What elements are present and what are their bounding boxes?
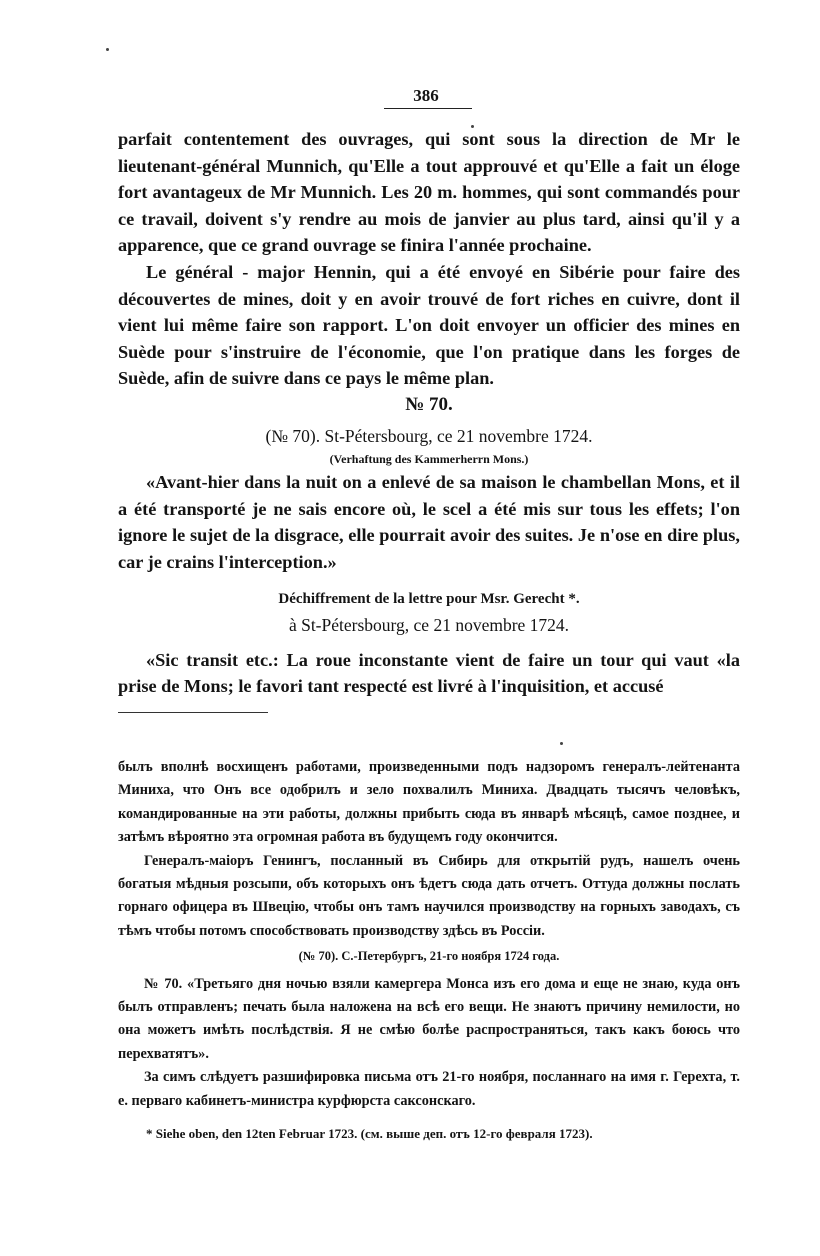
russian-translation-block — [118, 756, 740, 1113]
russian-paragraph: Генералъ-маіоръ Генингъ, посланный въ Сибирь для открытій рудъ, нашелъ очень богатыя мѣдныя розсыпи, объ которыхъ онъ ѣдетъ сюда дать отчетъ. Оттуда должны послать горнаго офицера въ Швецію, чтобы онъ тамъ научился производству на горныхъ заводахъ, съ тѣмъ чтобы потомъ способствовать производству здѣсь въ Россіи. — [118, 852, 740, 939]
subject-note: (Verhaftung des Kammerherrn Mons.) — [329, 452, 529, 467]
french-paragraph: parfait contentement des ouvrages, qui sont sous la direction de Mr le lieutenant-général Munnich, qu'Elle a tout approuvé et qu'Elle a fait un éloge fort avantageux de Mr Munnich. Les 20 m. hommes, qui sont commandés pour ce travail, doivent s'y rendre au mois de janvier au plus tard, ainsi qu'il y a apparence, que ce grand ouvrage se finira l'année prochaine. — [118, 129, 740, 256]
french-paragraph: Le général - major Hennin, qui a été envoyé en Sibérie pour faire des découvertes de mines, doit y en avoir trouvé de fort riches en cuivre, dont il vient lui même faire son rapport. L'on doit envoyer un officier des mines en Suède pour s'instruire de l'économie, que l'on pratique dans les forges de Suède, afin de suivre dans ce pays le même plan. — [118, 261, 740, 389]
decipher-heading: Déchiffrement de la lettre pour Msr. Gerecht *. — [278, 590, 580, 607]
french-text-block — [118, 126, 740, 700]
translation-divider — [118, 712, 268, 713]
footnote: * Siehe oben, den 12ten Februar 1723. (см. выше деп. отъ 12-го февраля 1723). — [146, 1126, 593, 1141]
page-number: 386 — [413, 86, 439, 105]
document-number-heading: № 70. — [405, 393, 453, 415]
dateline: (№ 70). St-Pétersbourg, ce 21 novembre 1724. — [265, 425, 593, 446]
russian-paragraph: № 70. «Третьяго дня ночью взяли камергера Монса изъ его дома и еще не знаю, куда онъ былъ отправленъ; печать была наложена на всѣ его вещи. Не знаютъ причину немилости, но она можетъ имѣть послѣдствія. Я не смѣю болѣе распространяться, такъ какъ боюсь что перехватятъ». — [118, 975, 740, 1062]
french-paragraph: «Avant-hier dans la nuit on a enlevé de sa maison le chambellan Mons, et il a été transporté je ne sais encore où, le scel a été mis sur tous les effets; l'on ignore le sujet de la disgrace, elle pourrait avoir des suites. Je n'ose en dire plus, car je crains l'interception.» — [118, 472, 740, 572]
scan-speck — [560, 742, 563, 745]
russian-dateline: (№ 70). С.-Петербургъ, 21-го ноября 1724 года. — [298, 949, 560, 964]
russian-paragraph: былъ вполнѣ восхищенъ работами, произведенными подъ надзоромъ генералъ-лейтенанта Миниха, что Онъ все одобрилъ и зело похвалилъ Миниха. Двадцать тысячъ человѣкъ, командированные на эти работы, должны прибыть сюда въ январѣ мѣсяцѣ, самое позднее, и затѣмъ вѣроятно эта огромная работа въ будущемъ году окончится. — [118, 759, 740, 846]
decipher-dateline: à St-Pétersbourg, ce 21 novembre 1724. — [288, 615, 570, 636]
french-paragraph: «Sic transit etc.: La roue inconstante vient de faire un tour qui vaut «la prise de Mons; le favori tant respecté est livré à l'inquisition, et accusé — [118, 649, 740, 697]
header-rule — [384, 108, 472, 109]
scan-speck — [106, 48, 109, 51]
russian-paragraph: За симъ слѣдуетъ разшифировка письма отъ 21-го ноября, посланнаго на имя г. Герехта, т. е. перваго кабинетъ-министра курфюрста саксонскаго. — [118, 1069, 740, 1109]
